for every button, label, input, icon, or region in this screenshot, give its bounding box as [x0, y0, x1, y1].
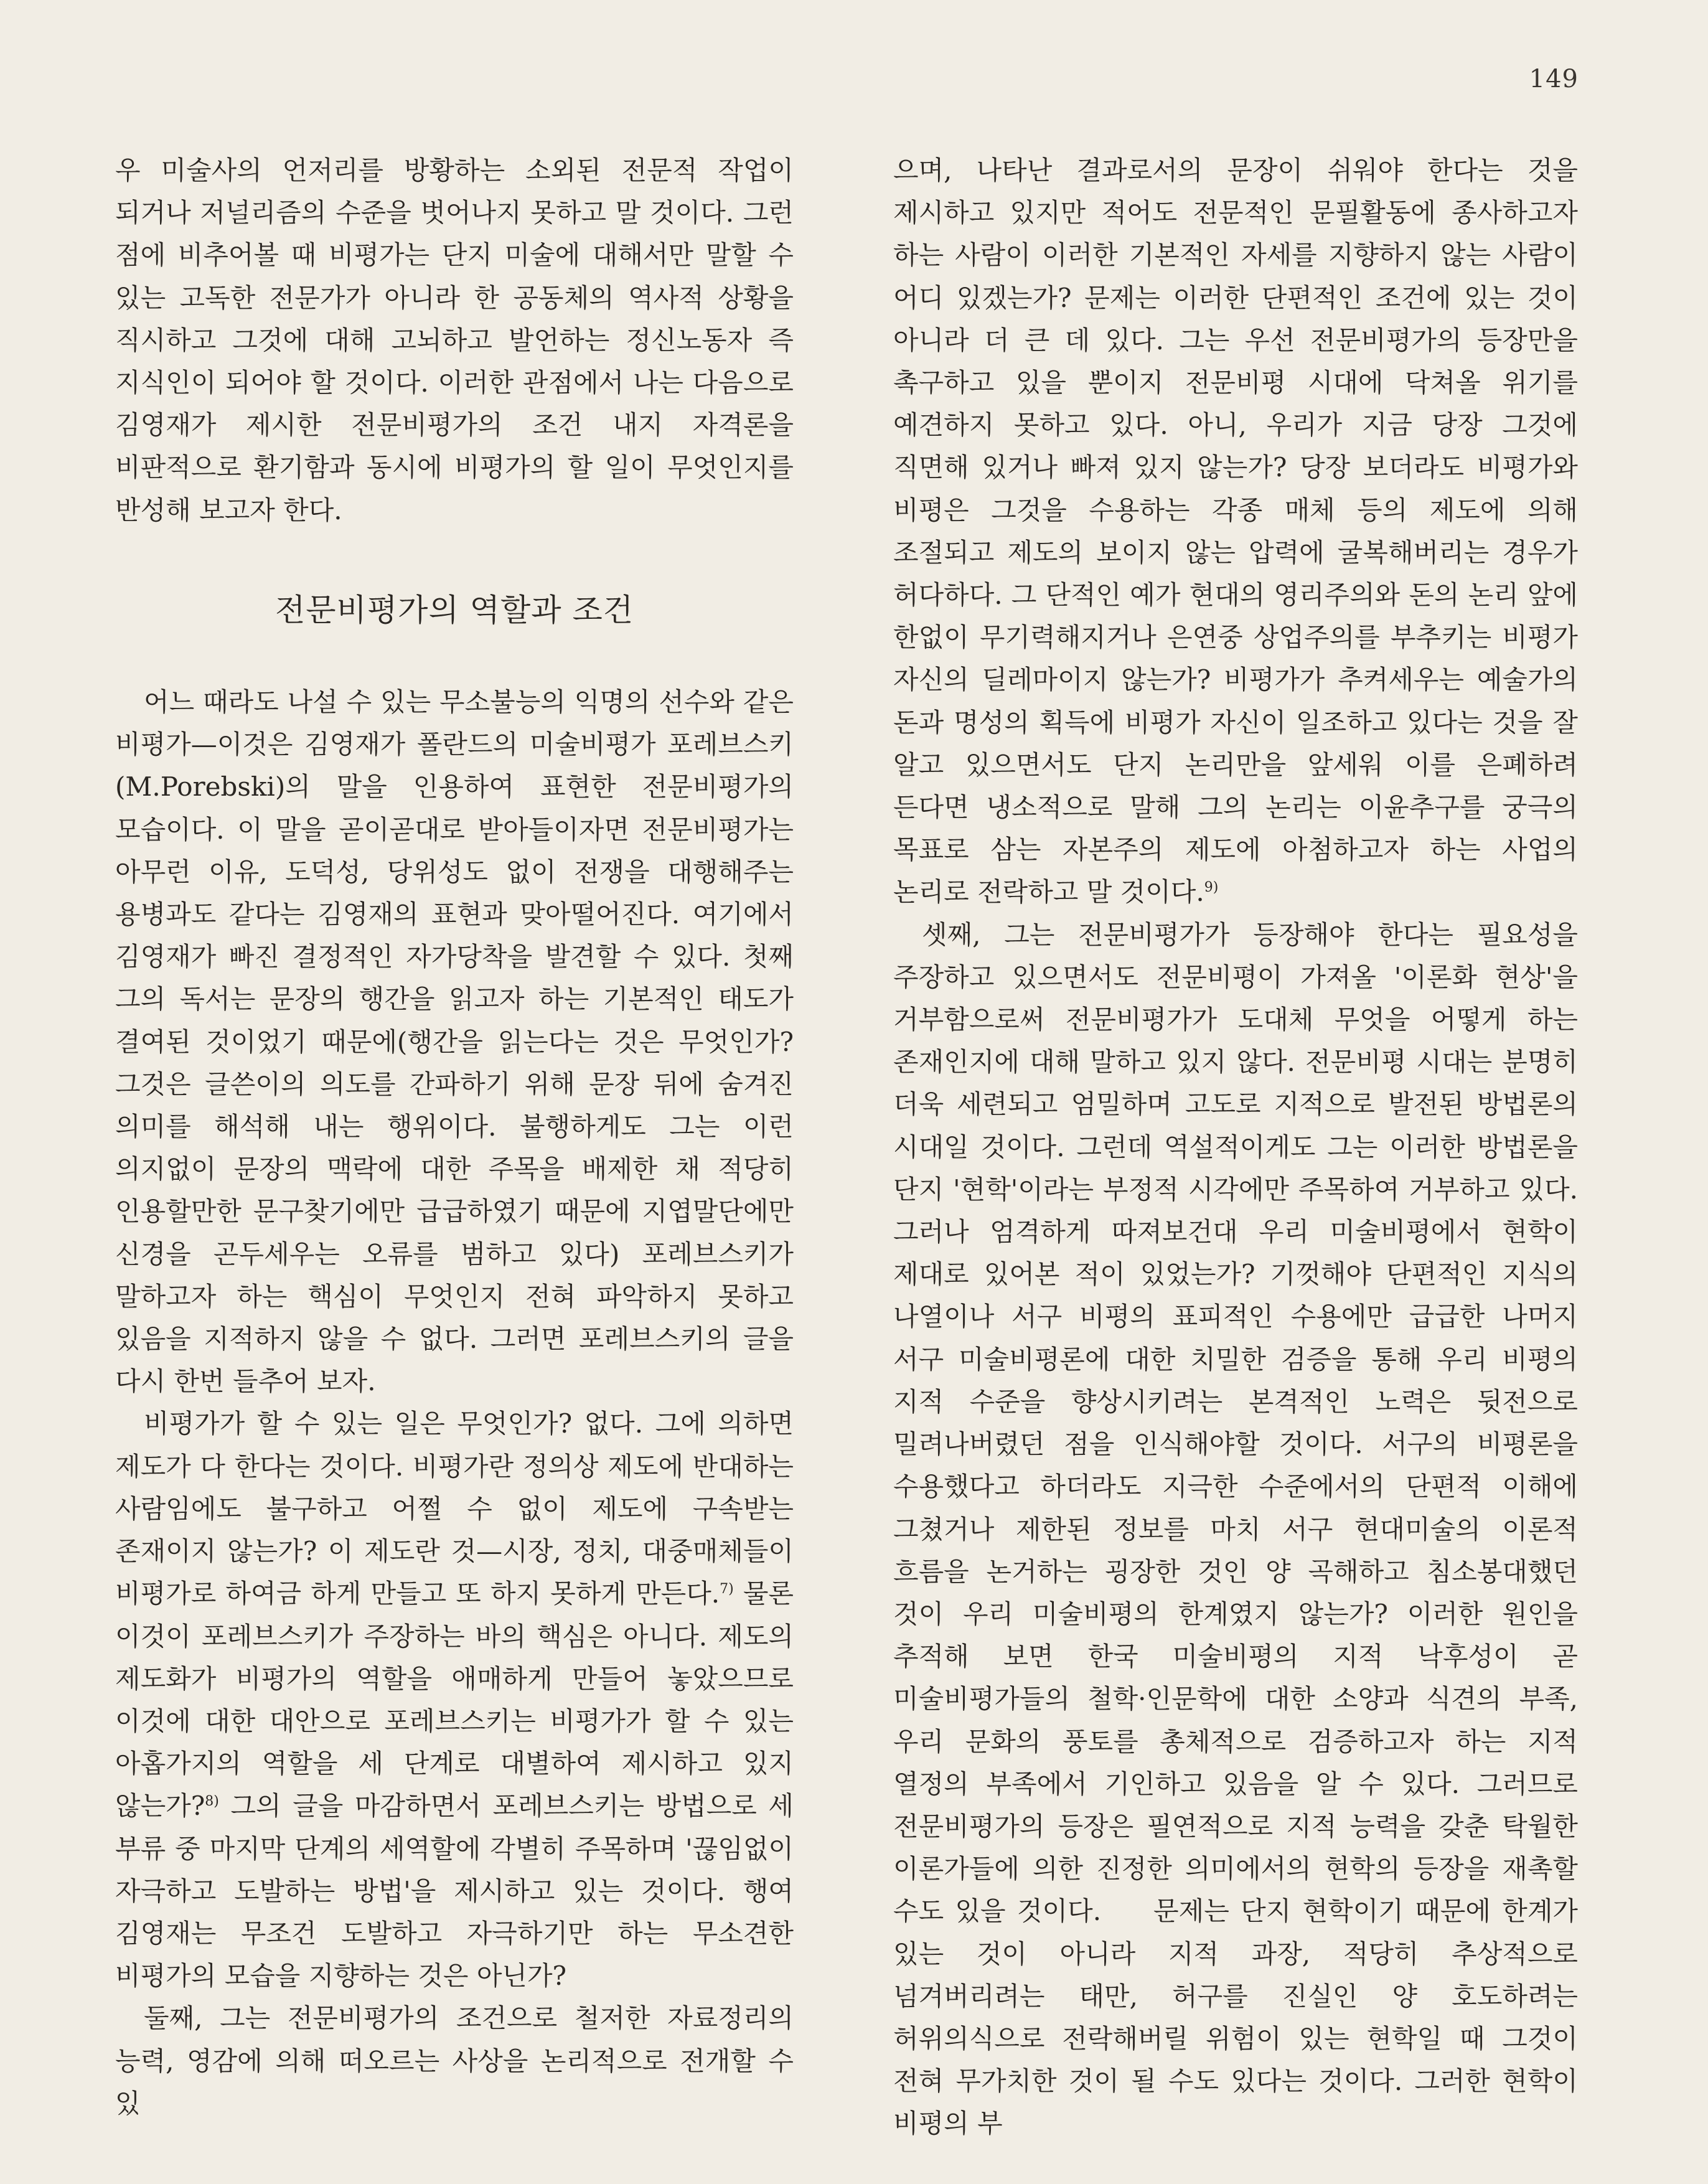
paragraph-text: 문제는 단지 현학이기 때문에 한계가 있는 것이 아니라 지적 과장, 적당히 추상적으로 넘겨버리려는 태만, 허구를 진실인 양 호도하려는 허위의식으로 전락해버릴 위험이 있는 현학일 때 그것이 전혀 무가치한 것이 될 수도 있다는 것이다. 그러한 현학이 비평의 부 [893, 1896, 1578, 2139]
footnote-marker: 7) [720, 1581, 734, 1598]
right-column [893, 149, 1578, 2145]
section-heading: 전문비평가의 역할과 조건 [274, 591, 634, 628]
footnote-marker: 9) [1204, 880, 1219, 896]
footnote-marker: 8) [205, 1794, 219, 1810]
paragraph: 둘째, 그는 전문비평가의 조건으로 철저한 자료정리의 능력, 영감에 의해 떠오르는 사상을 논리적으로 전개할 수 있 [115, 2003, 794, 2119]
paragraph-text: 셋째, 그는 전문비평가가 등장해야 한다는 필요성을 주장하고 있으면서도 전문비평이 가져올 '이론화 현상'을 거부함으로써 전문비평가가 도대체 무엇을 어떻게 하는 존재인지에 대해 말하고 있지 않다. 전문비평 시대는 분명히 더욱 세련되고 엄밀하며 고도로 지적으로 발전된 방법론의 시대일 것이다. 그런데 역설적이게도 그는 이러한 방법론을 단지 '현학'이라는 부정적 시각에만 주목하여 거부하고 있다. 그러나 엄격하게 따져보건대 우리 미술비평에서 현학이 제대로 있어본 적이 있었는가? 기껏해야 단편적인 지식의 나열이나 서구 비평의 표피적인 수용에만 급급한 나머지 서구 미술비평론에 대한 치밀한 검증을 통해 우리 비평의 지적 수준을 향상시키려는 본격적인 노력은 뒷전으로 밀려나버렸던 점을 인식해야할 것이다. 서구의 비평론을 수용했다고 하더라도 지극한 수준에서의 단편적 이해에 그쳤거나 제한된 정보를 마치 서구 현대미술의 이론적 흐름을 논거하는 굉장한 것인 양 곡해하고 침소봉대했던 것이 우리 미술비평의 한계였지 않는가? 이러한 원인을 추적해 보면 한국 미술비평의 지적 낙후성이 곧 미술비평가들의 철학·인문학에 대한 소양과 식견의 부족, 우리 문화의 풍토를 총체적으로 검증하고자 하는 지적 열정의 부족에서 기인하고 있음을 알 수 있다. 그러므로 전문비평가의 등장은 필연적으로 지적 능력을 갖춘 탁월한 이론가들에 의한 진정한 의미에서의 현학의 등장을 재촉할 수도 있을 것이다. [893, 919, 1578, 1927]
paragraph-continued: 우 미술사의 언저리를 방황하는 소외된 전문적 작업이 되거나 저널리즘의 수준을 벗어나지 못하고 말 것이다. 그런 점에 비추어볼 때 비평가는 단지 미술에 대해서만 말할 수 있는 고독한 전문가가 아니라 한 공동체의 역사적 상황을 직시하고 그것에 대해 고뇌하고 발언하는 정신노동자 즉 지식인이 되어야 할 것이다. 이러한 관점에서 나는 다음으로 김영재가 제시한 전문비평가의 조건 내지 자격론을 비판적으로 환기함과 동시에 비평가의 할 일이 무엇인지를 반성해 보고자 한다. [115, 155, 794, 525]
paragraph-continued [893, 149, 1578, 914]
paragraph-text: 그의 글을 마감하면서 포레브스키는 방법으로 세 부류 중 마지막 단계의 세역할에 각별히 주목하며 '끊임없이 자극하고 도발하는 방법'을 제시하고 있는 것이다. 행여 김영재는 무조건 도발하고 자극하기만 하는 무소견한 비평가의 모습을 지향하는 것은 아닌가? [115, 1791, 794, 1992]
left-column [115, 149, 794, 2125]
paragraph-text: 물론 이것이 포레브스키가 주장하는 바의 핵심은 아니다. 제도의 제도화가 비평가의 역할을 애매하게 만들어 놓았으므로 이것에 대한 대안으로 포레브스키는 비평가가 할 수 있는 아홉가지의 역할을 세 단계로 대별하여 제시하고 있지 않는가? [115, 1578, 794, 1822]
paragraph-text: 으며, 나타난 결과로서의 문장이 쉬워야 한다는 것을 제시하고 있지만 적어도 전문적인 문필활동에 종사하고자 하는 사람이 이러한 기본적인 자세를 지향하지 않는 사람이 어디 있겠는가? 문제는 이러한 단편적인 조건에 있는 것이 아니라 더 큰 데 있다. 그는 우선 전문비평가의 등장만을 촉구하고 있을 뿐이지 전문비평 시대에 닥쳐올 위기를 예견하지 못하고 있다. 아니, 우리가 지금 당장 그것에 직면해 있거나 빠져 있지 않는가? 당장 보더라도 비평가와 비평은 그것을 수용하는 각종 매체 등의 제도에 의해 조절되고 제도의 보이지 않는 압력에 굴복해버리는 경우가 허다하다. 그 단적인 예가 현대의 영리주의와 돈의 논리 앞에 한없이 무기력해지거나 은연중 상업주의를 부추키는 비평가 자신의 딜레마이지 않는가? 비평가가 추켜세우는 예술가의 돈과 명성의 획득에 비평가 자신이 일조하고 있다는 것을 잘 알고 있으면서도 단지 논리만을 앞세워 이를 은폐하려 든다면 냉소적으로 말해 그의 논리는 이윤추구를 궁극의 목표로 삼는 자본주의 제도에 아첨하고자 하는 사업의 논리로 전락하고 말 것이다. [893, 155, 1578, 908]
paragraph [893, 914, 1578, 2145]
paragraph-text: 비평가가 할 수 있는 일은 무엇인가? 없다. 그에 의하면 제도가 다 한다는 것이다. 비평가란 정의상 제도에 반대하는 사람임에도 불구하고 어쩔 수 없이 제도에 구속받는 존재이지 않는가? 이 제도란 것—시장, 정치, 대중매체들이 비평가로 하여금 하게 만들고 또 하지 못하게 만든다. [115, 1408, 794, 1609]
page-number: 149 [1529, 65, 1579, 93]
paragraph [115, 1403, 794, 1997]
paragraph: 어느 때라도 나설 수 있는 무소불능의 익명의 선수와 같은 비평가—이것은 김영재가 폴란드의 미술비평가 포레브스키(M.Porebski)의 말을 인용하여 표현한 전문비평가의 모습이다. 이 말을 곧이곧대로 받아들이자면 전문비평가는 아무런 이유, 도덕성, 당위성도 없이 전쟁을 대행해주는 용병과도 같다는 김영재의 표현과 맞아떨어진다. 여기에서 김영재가 빠진 결정적인 자가당착을 발견할 수 있다. 첫째 그의 독서는 문장의 행간을 읽고자 하는 기본적인 태도가 결여된 것이었기 때문에(행간을 읽는다는 것은 무엇인가? 그것은 글쓴이의 의도를 간파하기 위해 문장 뒤에 숨겨진 의미를 해석해 내는 행위이다. 불행하게도 그는 이런 의지없이 문장의 맥락에 대한 주목을 배제한 채 적당히 인용할만한 문구찾기에만 급급하였기 때문에 지엽말단에만 신경을 곤두세우는 오류를 범하고 있다) 포레브스키가 말하고자 하는 핵심이 무엇인지 전혀 파악하지 못하고 있음을 지적하지 않을 수 없다. 그러면 포레브스키의 글을 다시 한번 들추어 보자. [115, 687, 794, 1397]
